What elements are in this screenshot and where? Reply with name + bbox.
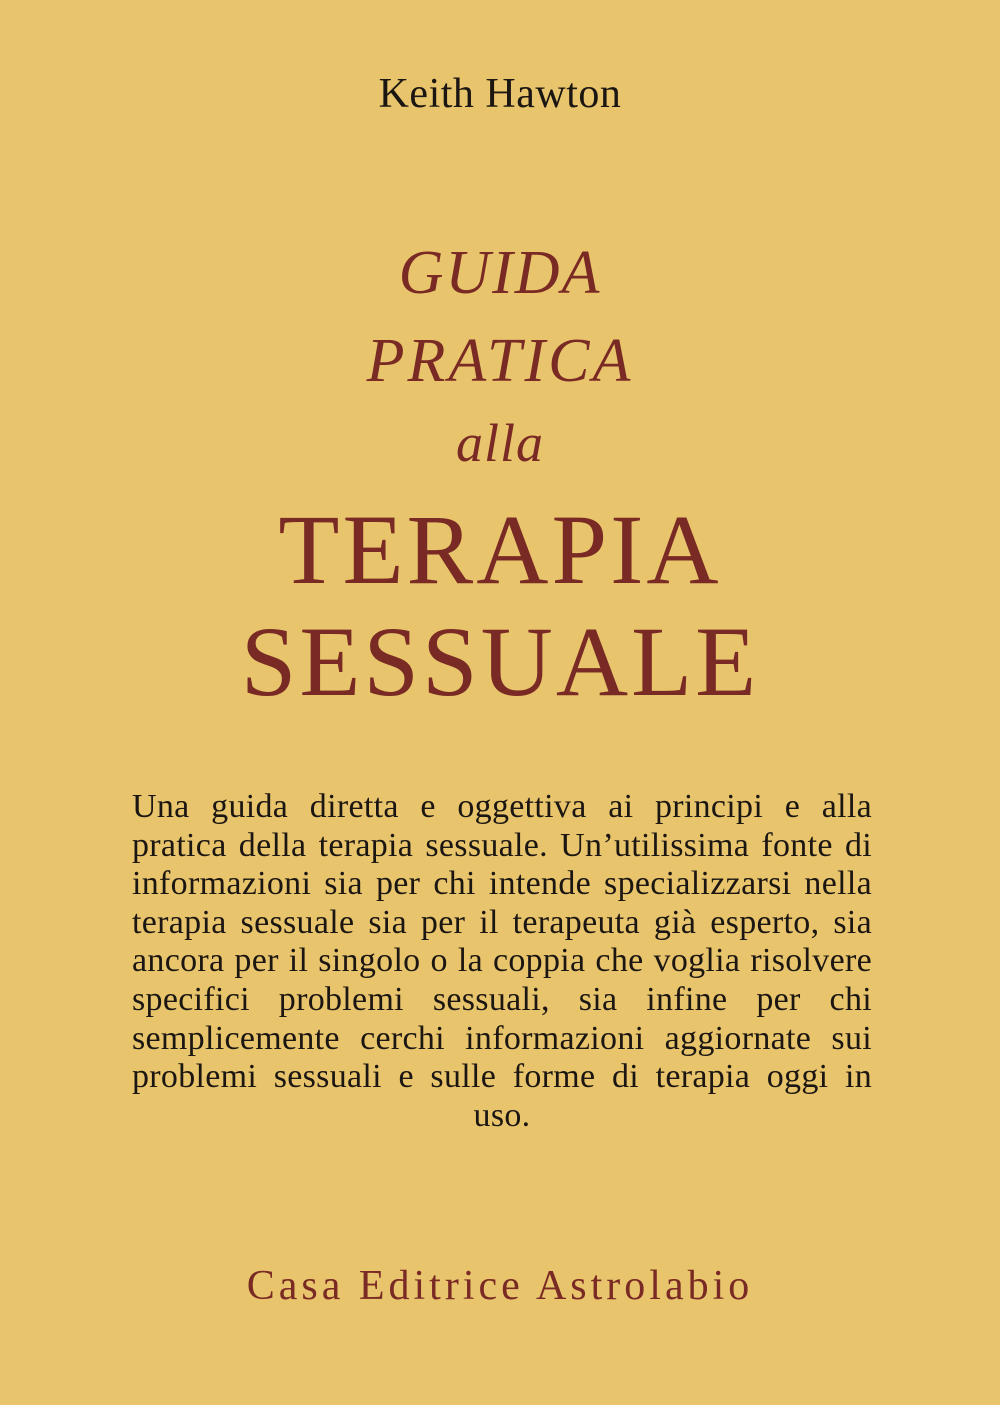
title-line-guida: GUIDA xyxy=(398,239,602,307)
title-line-terapia: TERAPIA xyxy=(278,494,722,605)
publisher-name: Casa Editrice Astrolabio xyxy=(246,1263,754,1309)
title-line-sessuale: SESSUALE xyxy=(240,606,760,717)
author-name: Keith Hawton xyxy=(378,71,622,117)
title-line-alla: alla xyxy=(455,413,544,473)
title-line-pratica: PRATICA xyxy=(366,327,634,395)
cover-blurb: Una guida diretta e oggettiva ai principi e alla pratica della terapia sessuale. Un’utilissima fonte di informazioni sia per chi intende specializzarsi nella terapia sessuale sia per il terapeuta già esperto, sia ancora per il singolo o la coppia che voglia risolvere specifici problemi sessuali, sia infine per chi semplicemente cerchi informazioni aggiornate sui problemi sessuali e sulle forme di terapia oggi in uso. xyxy=(132,788,872,1134)
